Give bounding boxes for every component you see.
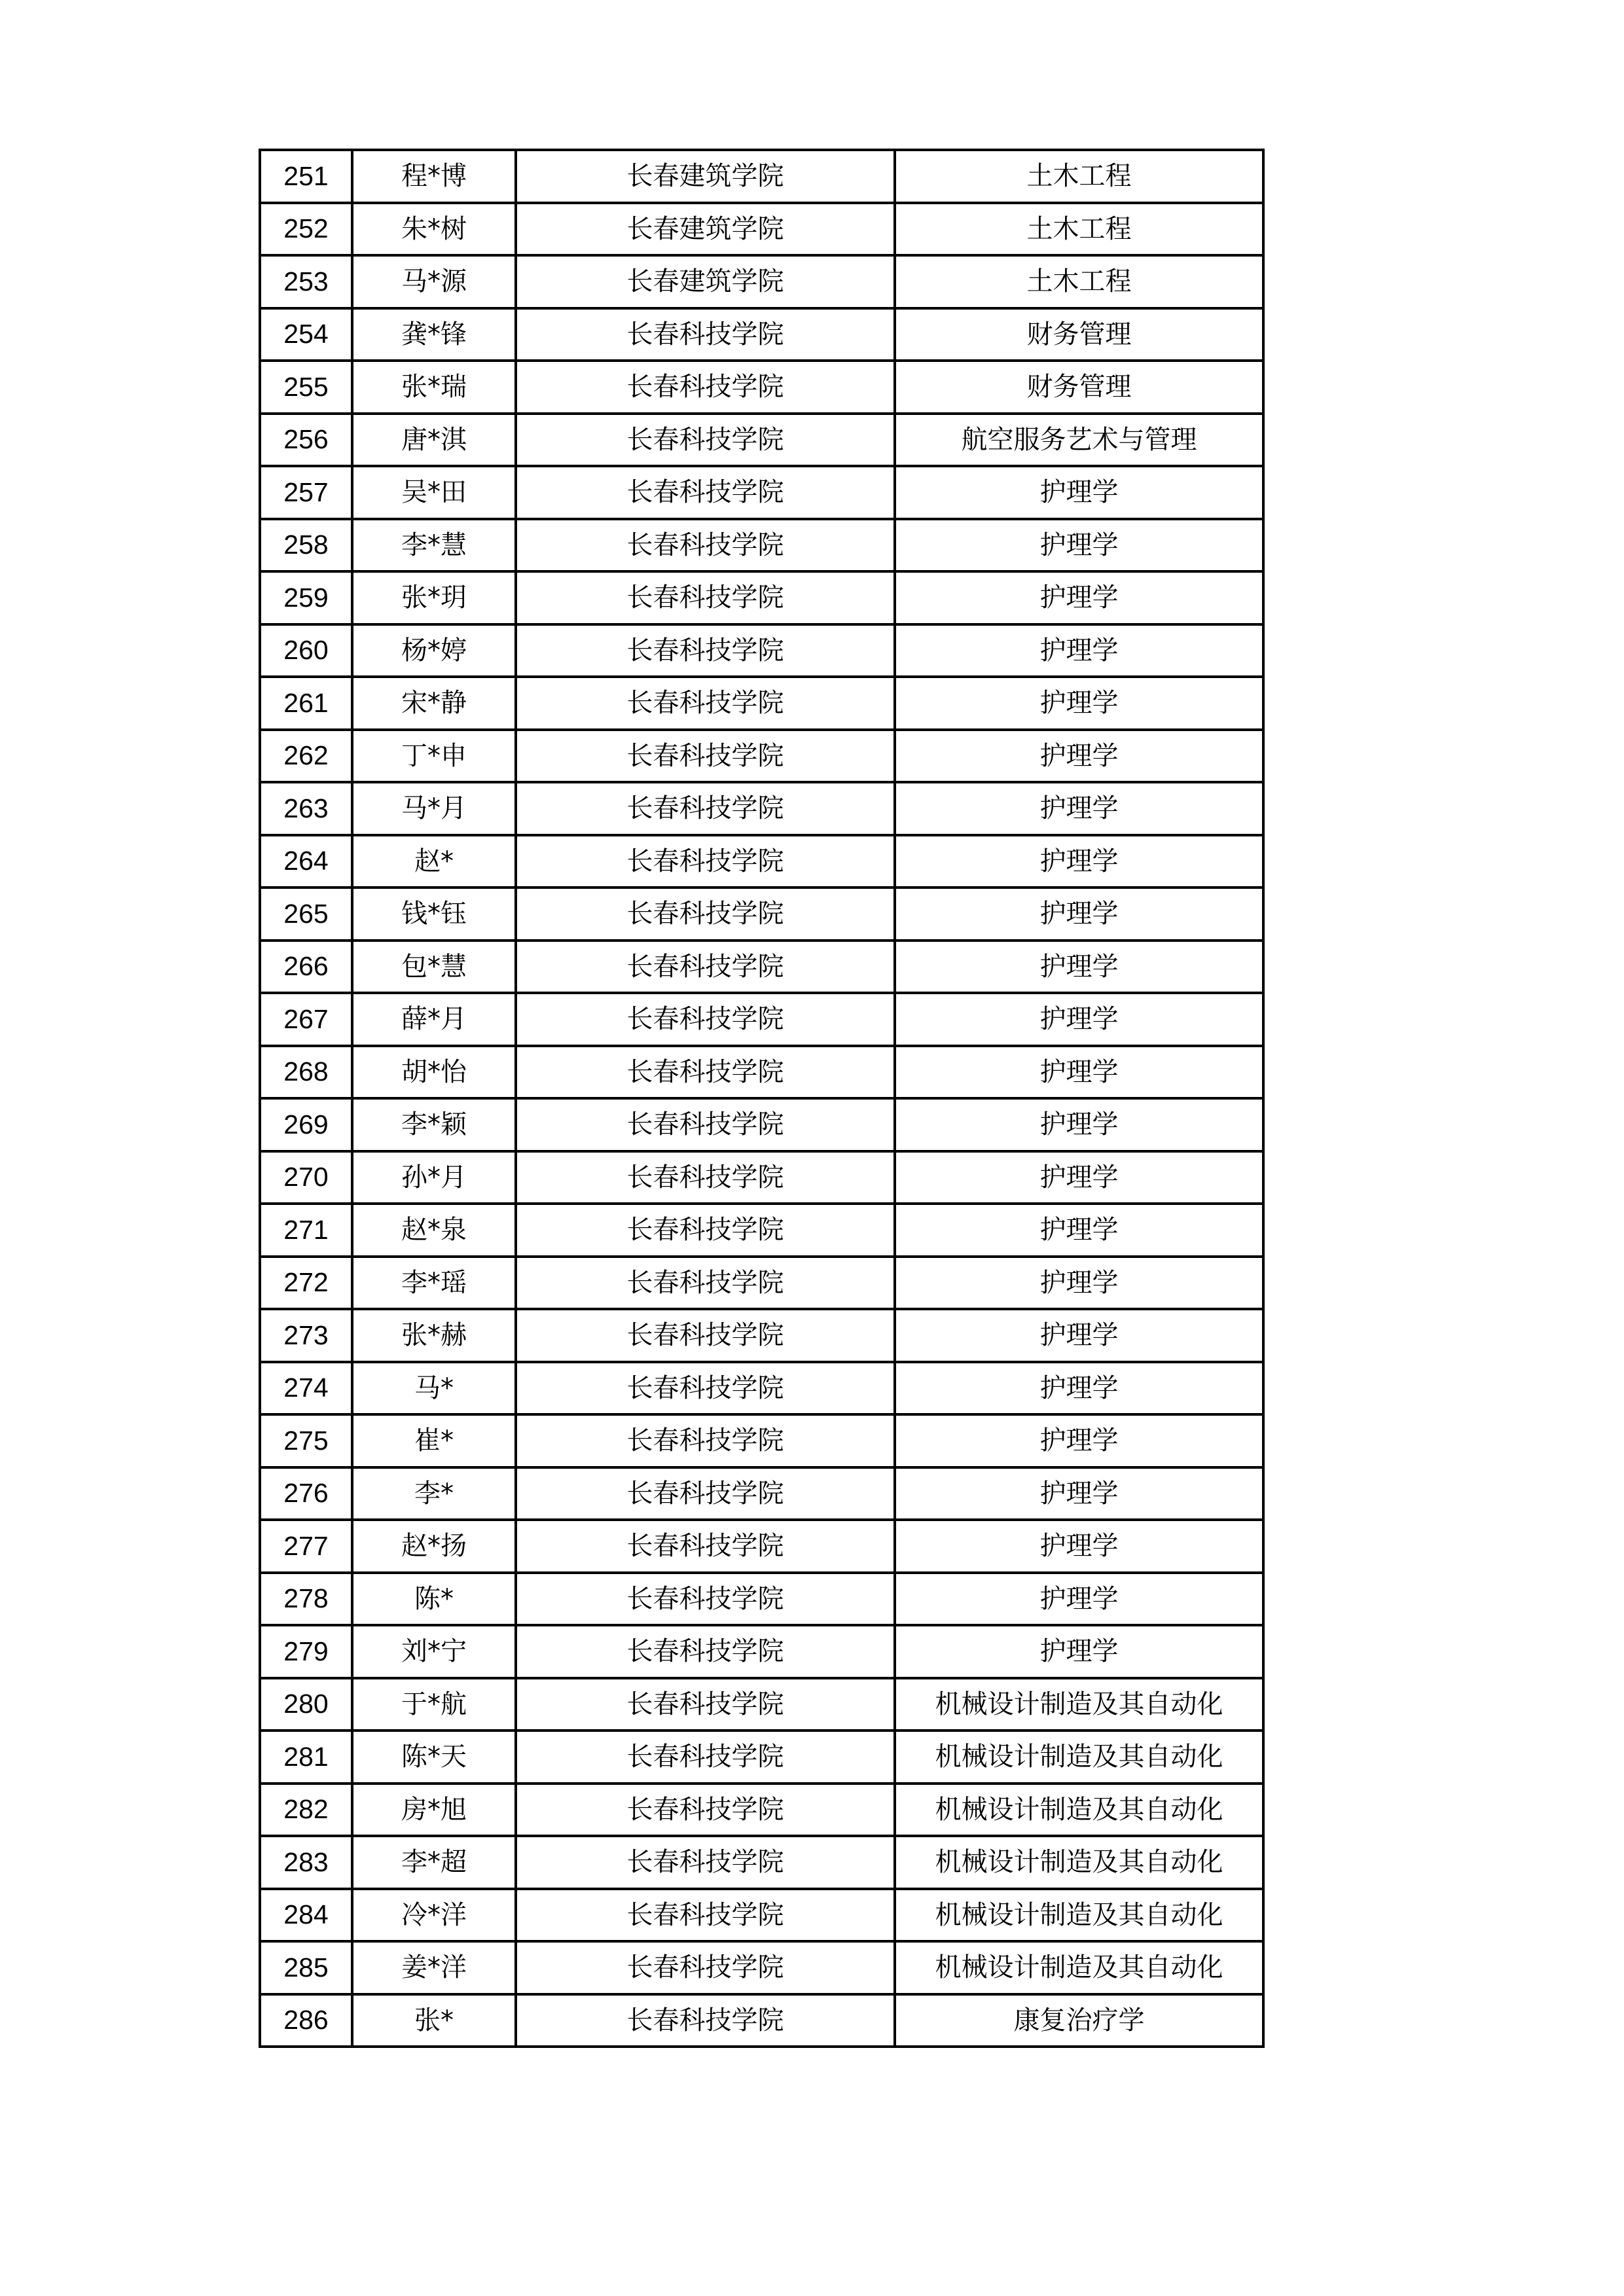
school-name-cell: 长春科技学院 [516,1046,895,1099]
table-row [260,1098,1263,1151]
school-name-cell: 长春科技学院 [516,624,895,677]
table-row [260,1784,1263,1837]
student-name-cell: 朱*树 [352,203,516,256]
row-number-cell: 277 [260,1520,352,1573]
table-row [260,888,1263,941]
table-row [260,1467,1263,1520]
major-cell: 护理学 [895,1257,1263,1310]
major-cell: 护理学 [895,1414,1263,1467]
student-name-cell: 冷*洋 [352,1889,516,1942]
school-name-cell: 长春科技学院 [516,1362,895,1415]
major-cell: 护理学 [895,466,1263,519]
student-roster-table [259,149,1265,2048]
major-cell: 护理学 [895,888,1263,941]
major-cell: 机械设计制造及其自动化 [895,1889,1263,1942]
student-name-cell: 李*瑶 [352,1257,516,1310]
table-row [260,255,1263,308]
student-name-cell: 马*源 [352,255,516,308]
table-row [260,677,1263,730]
row-number-cell: 283 [260,1836,352,1889]
student-name-cell: 崔* [352,1414,516,1467]
student-name-cell: 姜*洋 [352,1941,516,1994]
row-number-cell: 252 [260,203,352,256]
school-name-cell: 长春科技学院 [516,1625,895,1678]
table-row [260,1731,1263,1784]
row-number-cell: 257 [260,466,352,519]
student-name-cell: 陈* [352,1573,516,1626]
major-cell: 护理学 [895,1520,1263,1573]
major-cell: 财务管理 [895,308,1263,361]
row-number-cell: 279 [260,1625,352,1678]
school-name-cell: 长春科技学院 [516,1520,895,1573]
row-number-cell: 271 [260,1204,352,1257]
row-number-cell: 255 [260,361,352,414]
major-cell: 财务管理 [895,361,1263,414]
table-row [260,941,1263,994]
school-name-cell: 长春科技学院 [516,1731,895,1784]
school-name-cell: 长春科技学院 [516,1204,895,1257]
school-name-cell: 长春科技学院 [516,466,895,519]
student-name-cell: 李*颖 [352,1098,516,1151]
school-name-cell: 长春建筑学院 [516,255,895,308]
row-number-cell: 263 [260,782,352,835]
table-row [260,203,1263,256]
student-name-cell: 包*慧 [352,941,516,994]
school-name-cell: 长春科技学院 [516,941,895,994]
row-number-cell: 267 [260,993,352,1046]
school-name-cell: 长春科技学院 [516,1257,895,1310]
table-row [260,1625,1263,1678]
student-name-cell: 李*超 [352,1836,516,1889]
row-number-cell: 269 [260,1098,352,1151]
table-row [260,782,1263,835]
major-cell: 土木工程 [895,203,1263,256]
student-name-cell: 吴*田 [352,466,516,519]
student-name-cell: 于*航 [352,1678,516,1731]
student-name-cell: 李* [352,1467,516,1520]
row-number-cell: 274 [260,1362,352,1415]
table-row [260,1573,1263,1626]
table-row [260,1678,1263,1731]
school-name-cell: 长春科技学院 [516,308,895,361]
student-name-cell: 马* [352,1362,516,1415]
row-number-cell: 251 [260,150,352,203]
school-name-cell: 长春科技学院 [516,993,895,1046]
table-row [260,1257,1263,1310]
student-name-cell: 杨*婷 [352,624,516,677]
major-cell: 机械设计制造及其自动化 [895,1678,1263,1731]
major-cell: 护理学 [895,782,1263,835]
school-name-cell: 长春科技学院 [516,1573,895,1626]
major-cell: 康复治疗学 [895,1994,1263,2047]
row-number-cell: 270 [260,1151,352,1204]
table-row [260,414,1263,467]
row-number-cell: 262 [260,730,352,783]
student-name-cell: 赵*扬 [352,1520,516,1573]
major-cell: 护理学 [895,677,1263,730]
table-row [260,519,1263,572]
table-row [260,1151,1263,1204]
school-name-cell: 长春科技学院 [516,1098,895,1151]
student-name-cell: 陈*天 [352,1731,516,1784]
major-cell: 土木工程 [895,150,1263,203]
row-number-cell: 278 [260,1573,352,1626]
student-name-cell: 张*玥 [352,571,516,624]
school-name-cell: 长春科技学院 [516,888,895,941]
student-name-cell: 唐*淇 [352,414,516,467]
row-number-cell: 256 [260,414,352,467]
row-number-cell: 275 [260,1414,352,1467]
school-name-cell: 长春科技学院 [516,1784,895,1837]
row-number-cell: 284 [260,1889,352,1942]
school-name-cell: 长春科技学院 [516,361,895,414]
table-row [260,1520,1263,1573]
student-name-cell: 赵*泉 [352,1204,516,1257]
major-cell: 机械设计制造及其自动化 [895,1941,1263,1994]
row-number-cell: 286 [260,1994,352,2047]
major-cell: 护理学 [895,1467,1263,1520]
table-row [260,1362,1263,1415]
major-cell: 机械设计制造及其自动化 [895,1784,1263,1837]
table-row [260,308,1263,361]
row-number-cell: 265 [260,888,352,941]
student-name-cell: 薛*月 [352,993,516,1046]
row-number-cell: 272 [260,1257,352,1310]
roster-body [260,150,1263,2047]
major-cell: 机械设计制造及其自动化 [895,1836,1263,1889]
student-name-cell: 程*博 [352,150,516,203]
school-name-cell: 长春科技学院 [516,835,895,888]
student-name-cell: 钱*钰 [352,888,516,941]
major-cell: 护理学 [895,941,1263,994]
student-name-cell: 李*慧 [352,519,516,572]
table-row [260,1309,1263,1362]
row-number-cell: 253 [260,255,352,308]
student-name-cell: 丁*申 [352,730,516,783]
row-number-cell: 280 [260,1678,352,1731]
table-row [260,1889,1263,1942]
major-cell: 护理学 [895,1362,1263,1415]
school-name-cell: 长春科技学院 [516,730,895,783]
table-row [260,466,1263,519]
major-cell: 护理学 [895,835,1263,888]
table-row [260,730,1263,783]
student-name-cell: 龚*锋 [352,308,516,361]
student-name-cell: 房*旭 [352,1784,516,1837]
student-name-cell: 宋*静 [352,677,516,730]
table-row [260,1994,1263,2047]
row-number-cell: 285 [260,1941,352,1994]
table-row [260,1414,1263,1467]
major-cell: 护理学 [895,519,1263,572]
school-name-cell: 长春科技学院 [516,1678,895,1731]
school-name-cell: 长春科技学院 [516,1467,895,1520]
school-name-cell: 长春科技学院 [516,1836,895,1889]
school-name-cell: 长春科技学院 [516,1309,895,1362]
student-name-cell: 赵* [352,835,516,888]
row-number-cell: 258 [260,519,352,572]
table-row [260,361,1263,414]
student-name-cell: 刘*宁 [352,1625,516,1678]
major-cell: 护理学 [895,624,1263,677]
row-number-cell: 281 [260,1731,352,1784]
table-row [260,624,1263,677]
major-cell: 护理学 [895,1046,1263,1099]
major-cell: 护理学 [895,1151,1263,1204]
school-name-cell: 长春科技学院 [516,1994,895,2047]
student-name-cell: 张*赫 [352,1309,516,1362]
table-row [260,1204,1263,1257]
major-cell: 护理学 [895,1204,1263,1257]
major-cell: 机械设计制造及其自动化 [895,1731,1263,1784]
major-cell: 护理学 [895,1573,1263,1626]
major-cell: 护理学 [895,730,1263,783]
student-name-cell: 孙*月 [352,1151,516,1204]
table-row [260,835,1263,888]
school-name-cell: 长春科技学院 [516,1414,895,1467]
row-number-cell: 259 [260,571,352,624]
student-name-cell: 张*瑞 [352,361,516,414]
table-row [260,1046,1263,1099]
row-number-cell: 260 [260,624,352,677]
major-cell: 护理学 [895,1625,1263,1678]
school-name-cell: 长春科技学院 [516,1941,895,1994]
table-row [260,571,1263,624]
row-number-cell: 268 [260,1046,352,1099]
school-name-cell: 长春科技学院 [516,571,895,624]
row-number-cell: 254 [260,308,352,361]
major-cell: 护理学 [895,993,1263,1046]
row-number-cell: 264 [260,835,352,888]
school-name-cell: 长春科技学院 [516,782,895,835]
major-cell: 护理学 [895,571,1263,624]
student-name-cell: 张* [352,1994,516,2047]
student-name-cell: 马*月 [352,782,516,835]
school-name-cell: 长春科技学院 [516,414,895,467]
school-name-cell: 长春科技学院 [516,519,895,572]
major-cell: 护理学 [895,1309,1263,1362]
major-cell: 护理学 [895,1098,1263,1151]
row-number-cell: 276 [260,1467,352,1520]
school-name-cell: 长春科技学院 [516,1151,895,1204]
school-name-cell: 长春建筑学院 [516,150,895,203]
major-cell: 土木工程 [895,255,1263,308]
row-number-cell: 261 [260,677,352,730]
table-row [260,1836,1263,1889]
table-row [260,150,1263,203]
row-number-cell: 273 [260,1309,352,1362]
school-name-cell: 长春科技学院 [516,1889,895,1942]
school-name-cell: 长春科技学院 [516,677,895,730]
table-row [260,993,1263,1046]
student-name-cell: 胡*怡 [352,1046,516,1099]
row-number-cell: 282 [260,1784,352,1837]
major-cell: 航空服务艺术与管理 [895,414,1263,467]
school-name-cell: 长春建筑学院 [516,203,895,256]
row-number-cell: 266 [260,941,352,994]
table-row [260,1941,1263,1994]
